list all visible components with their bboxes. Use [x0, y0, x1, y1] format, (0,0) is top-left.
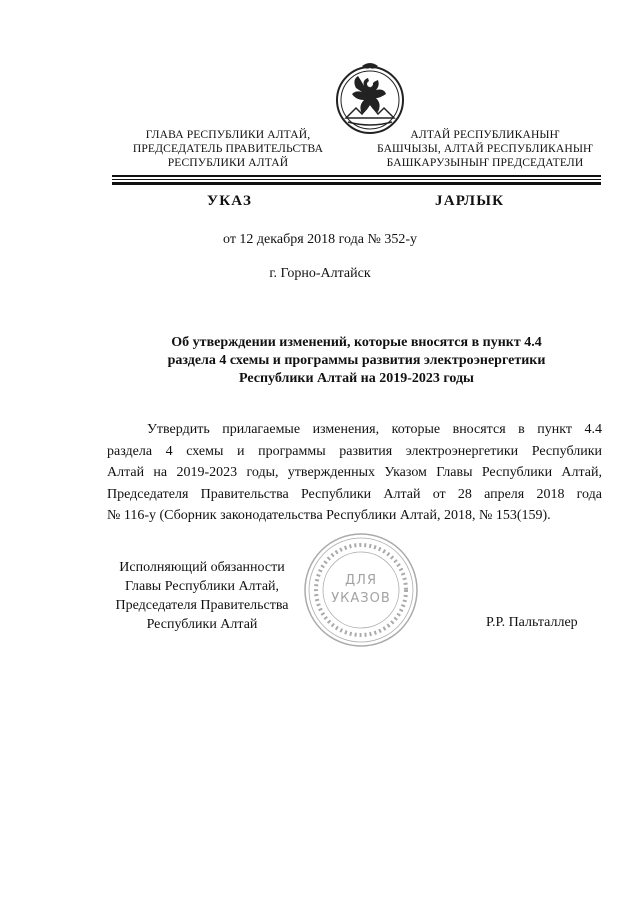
subject-line: Об утверждении изменений, которые вносятся в пункт 4.4 — [171, 335, 542, 350]
header-left-line: ГЛАВА РЕСПУБЛИКИ АЛТАЙ, — [145, 128, 311, 141]
header-right — [350, 128, 620, 170]
document-type-ru: УКАЗ — [207, 193, 253, 209]
signatory-title-line: Республики Алтай — [146, 617, 258, 632]
header-left — [108, 128, 348, 170]
body-line: Председателя Правительства Республики Алтай от 28 апреля 2018 года — [107, 486, 602, 502]
header-divider — [112, 182, 601, 185]
official-seal-icon — [302, 531, 420, 649]
document-type-alt: ЈАРЛЫК — [435, 193, 505, 209]
header-left-line: ПРЕДСЕДАТЕЛЬ ПРАВИТЕЛЬСТВА — [132, 142, 324, 155]
decree-date-number: от 12 декабря 2018 года № 352-у — [223, 232, 417, 247]
body-line: № 116-у (Сборник законодательства Республики Алтай, 2018, № 153(159). — [107, 508, 551, 523]
altai-coat-of-arms-icon — [332, 58, 408, 138]
decree-body — [107, 419, 602, 527]
subject-line: раздела 4 схемы и программы развития электроэнергетики — [167, 353, 546, 368]
stamp-text-line2: УКАЗОВ — [331, 591, 391, 606]
header-right-line: БАШЧЫЗЫ, АЛТАЙ РЕСПУБЛИКАНЫҤ — [376, 142, 593, 155]
body-line: раздела 4 схемы и программы развития электроэнергетики Республики — [107, 443, 602, 459]
body-line: Утвердить прилагаемые изменения, которые вносятся в пункт 4.4 — [147, 422, 602, 437]
issue-city: г. Горно-Алтайск — [269, 266, 371, 281]
stamp-text-line1: ДЛЯ — [345, 573, 377, 588]
body-line: Алтай на 2019-2023 годы, утвержденных Указом Главы Республики Алтай, — [107, 465, 602, 480]
header-divider — [112, 175, 601, 177]
signatory-title — [108, 558, 296, 634]
signatory-title-line: Председателя Правительства — [115, 598, 289, 613]
header-divider — [112, 179, 601, 180]
signatory-name: Р.Р. Пальталлер — [486, 615, 578, 630]
header-right-line: АЛТАЙ РЕСПУБЛИКАНЫҤ — [410, 128, 560, 141]
signatory-title-line: Исполняющий обязанности — [119, 560, 285, 575]
header-right-line: БАШКАРУЗЫНЫҤ ПРЕДСЕДАТЕЛИ — [386, 156, 584, 169]
header-left-line: РЕСПУБЛИКИ АЛТАЙ — [167, 156, 289, 169]
signatory-title-line: Главы Республики Алтай, — [124, 579, 280, 594]
subject-line: Республики Алтай на 2019-2023 годы — [239, 371, 474, 386]
decree-subject — [112, 334, 601, 388]
